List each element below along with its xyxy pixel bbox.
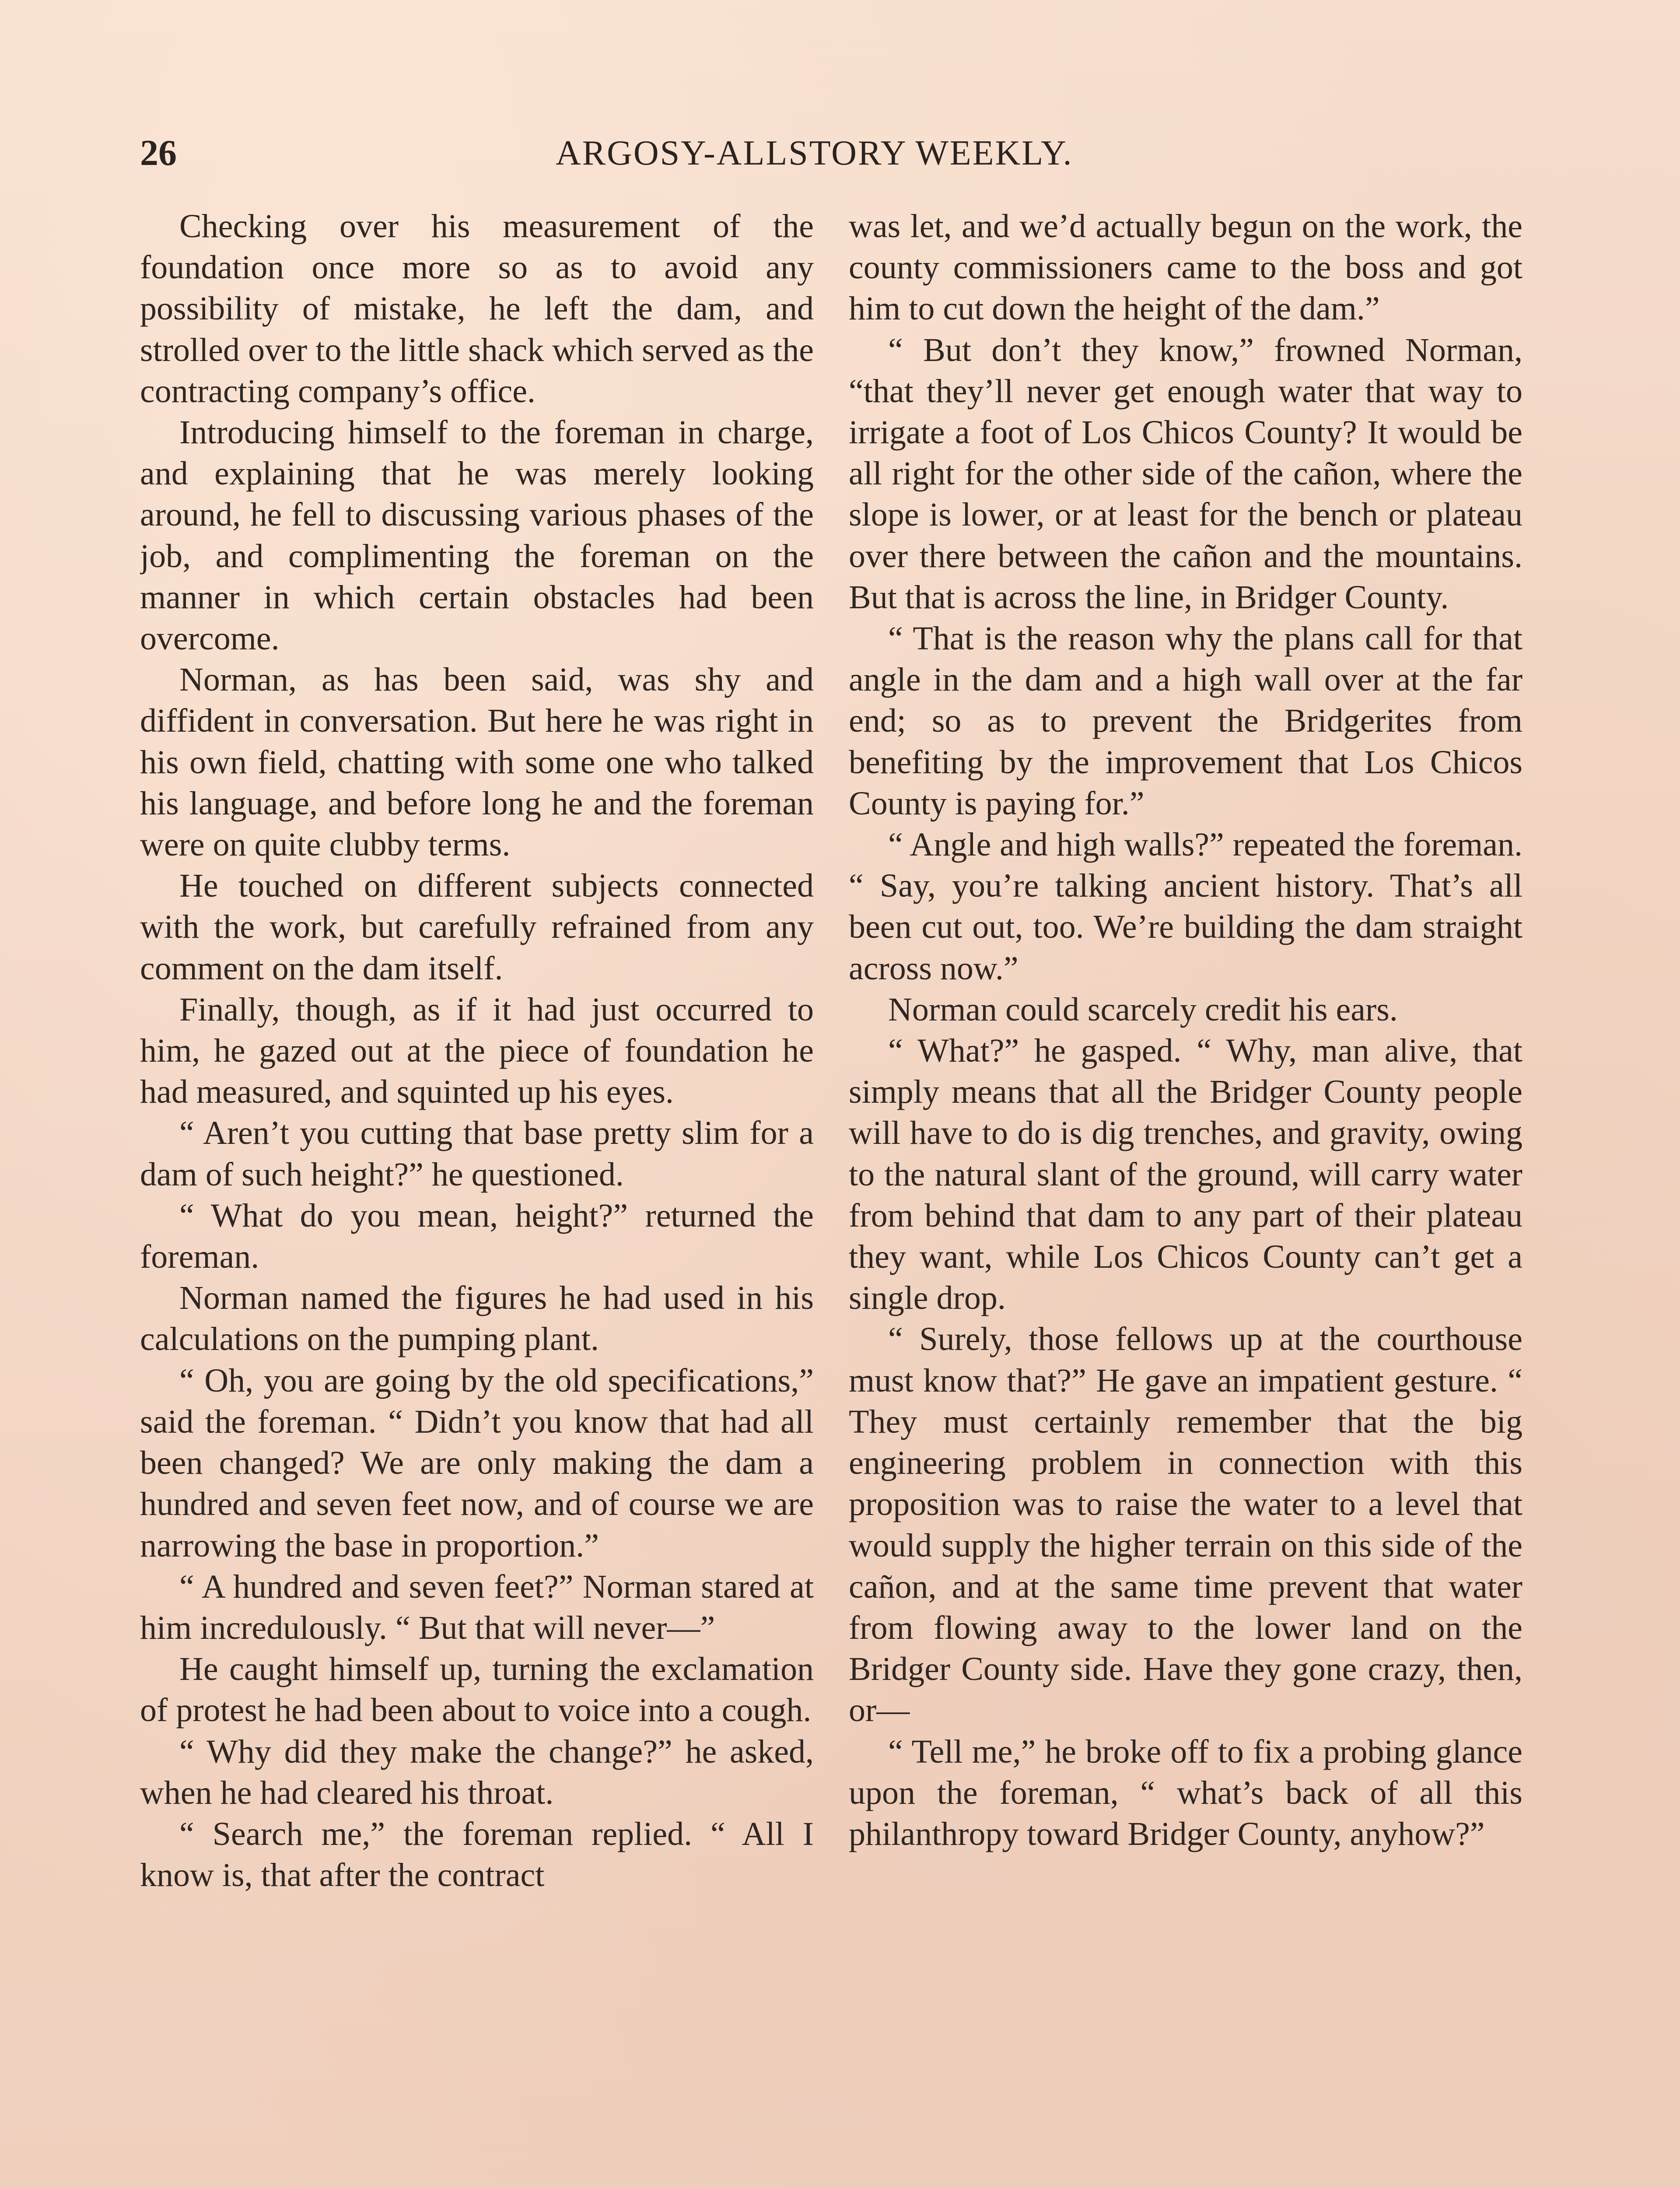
paragraph: “ Tell me,” he broke off to fix a probing glance upon the foreman, “ what’s back of all this philanthropy toward Bridger County, anyhow?” [849, 1733, 1522, 1852]
right-column [849, 206, 1522, 2188]
paragraph: “ What?” he gasped. “ Why, man alive, that simply means that all the Bridger County people will have to do is dig trenches, and gravity, owing to the natural slant of the ground, will carry water from behind that dam to any part of their plateau they want, while Los Chicos County can’t get a single drop. [849, 1032, 1522, 1317]
page-number: 26 [140, 133, 177, 173]
paragraph: “ Angle and high walls?” repeated the foreman. “ Say, you’re talking ancient history. That’s all been cut out, too. We’re building the dam straight across now.” [849, 826, 1522, 987]
paragraph: “ What do you mean, height?” returned the foreman. [140, 1197, 814, 1276]
paragraph-continuation: was let, and we’d actually begun on the work, the county commissioners came to the boss and got him to cut down the height of the dam.” [849, 208, 1522, 327]
paragraph: He touched on different subjects connected with the work, but carefully refrained from any comment on the dam itself. [140, 867, 814, 987]
paragraph: “ Search me,” the foreman replied. “ All I know is, that after the contract [140, 1815, 814, 1894]
paragraph: Norman, as has been said, was shy and diffident in conversation. But here he was right in his own field, chatting with some one who talked his language, and before long he and the foreman were on quite clubby terms. [140, 661, 814, 863]
paragraph: “ A hundred and seven feet?” Norman stared at him incredulously. “ But that will never—” [140, 1568, 814, 1646]
paragraph: Norman could scarcely credit his ears. [888, 991, 1398, 1028]
running-head: ARGOSY-ALLSTORY WEEKLY. [556, 134, 1073, 172]
paragraph: Finally, though, as if it had just occurred to him, he gazed out at the piece of foundation he had measured, and squinted up his eyes. [140, 991, 814, 1111]
left-column [140, 206, 814, 2188]
paragraph: “ That is the reason why the plans call for that angle in the dam and a high wall over at the far end; so as to prevent the Bridgerites from benefiting by the improvement that Los Chicos County is paying for.” [849, 620, 1522, 822]
paragraph: Norman named the figures he had used in his calculations on the pumping plant. [140, 1280, 814, 1358]
paragraph: He caught himself up, turning the exclamation of protest he had been about to voice into a cough. [140, 1651, 814, 1729]
paragraph: “ Oh, you are going by the old specifications,” said the foreman. “ Didn’t you know that had all been changed? We are only making the dam a hundred and seven feet now, and of course we are narrowing the base in proportion.” [140, 1362, 814, 1564]
paragraph: Introducing himself to the foreman in charge, and explaining that he was merely looking around, he fell to discussing various phases of the job, and complimenting the foreman on the manner in which certain obstacles had been overcome. [140, 414, 814, 657]
page-header [140, 127, 1540, 179]
paragraph: “ Why did they make the change?” he asked, when he had cleared his throat. [140, 1733, 814, 1811]
paragraph: “ Surely, those fellows up at the courthouse must know that?” He gave an impatient gesture. “ They must certainly remember that the big engineering problem in connection with this proposition was to raise the water to a level that would supply the higher terrain on this side of the cañon, and at the same time prevent that water from flowing away to the lower land on the Bridger County side. Have they gone crazy, then, or— [849, 1321, 1522, 1729]
paragraph: “ Aren’t you cutting that base pretty slim for a dam of such height?” he questioned. [140, 1115, 814, 1193]
paragraph: “ But don’t they know,” frowned Norman, “that they’ll never get enough water that way to irrigate a foot of Los Chicos County? It would be all right for the other side of the cañon, where the slope is lower, or at least for the bench or plateau over there between the cañon and the mountains. But that is across the line, in Bridger County. [849, 331, 1522, 616]
paragraph: Checking over his measurement of the foundation once more so as to avoid any possibility of mistake, he left the dam, and strolled over to the little shack which served as the contracting company’s office. [140, 208, 814, 410]
